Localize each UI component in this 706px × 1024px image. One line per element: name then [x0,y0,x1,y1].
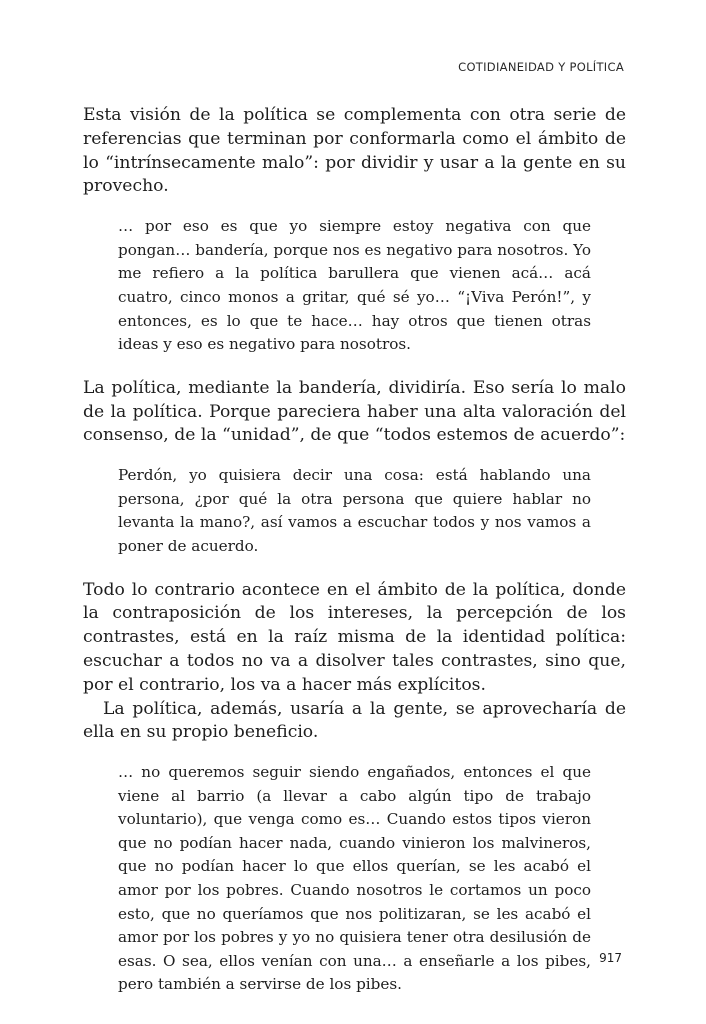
body-paragraph-4: La política, además, usaría a la gente, se aprovecharía de ella en su propio beneficio. [83,698,626,743]
page-body [83,104,626,1017]
running-header: COTIDIANEIDAD Y POLÍTICA [458,60,624,74]
body-paragraph-2: La política, mediante la bandería, dividiría. Eso sería lo malo de la política. Porque pareciera haber una alta valoración del consenso, de la “unidad”, de que “todos estemos de acuerdo”: [83,377,626,446]
block-quote-3: … no queremos seguir siendo engañados, entonces el que viene al barrio (a llevar a cabo algún tipo de trabajo voluntario), que venga como es… Cuando estos tipos vieron que no podían hacer nada, cuando vinieron los malvineros, que no podían hacer lo que ellos querían, se les acabó el amor por los pobres. Cuando nosotros le cortamos un poco esto, que no queríamos que nos politizaran, se les acabó el amor por los pobres y yo no quisiera tener otra desilusión de esas. O sea, ellos venían con una… a enseñarle a los pibes, pero también a servirse de los pibes. [118,763,591,994]
block-quote-2: Perdón, yo quisiera decir una cosa: está hablando una persona, ¿por qué la otra persona que quiere hablar no levanta la mano?, así vamos a escuchar todos y nos vamos a poner de acuerdo. [118,466,591,555]
page-number: 917 [599,951,622,965]
body-paragraph-1: Esta visión de la política se complementa con otra serie de referencias que terminan por conformarla como el ámbito de lo “intrínsecamente malo”: por dividir y usar a la gente en su provecho. [83,105,626,197]
body-paragraph-3: Todo lo contrario acontece en el ámbito de la política, donde la contraposición de los intereses, la percepción de los contrastes, está en la raíz misma de la identidad política: escuchar a todos no va a disolver tales contrastes, sino que, por el contrario, los va a hacer más explícitos. [83,579,626,695]
block-quote-1: … por eso es que yo siempre estoy negativa con que pongan… bandería, porque nos es negativo para nosotros. Yo me refiero a la política barullera que vienen acá… acá cuatro, cinco monos a gritar, qué sé yo… “¡Viva Perón!”, y entonces, es lo que te hace… hay otros que tienen otras ideas y eso es negativo para nosotros. [118,217,591,354]
